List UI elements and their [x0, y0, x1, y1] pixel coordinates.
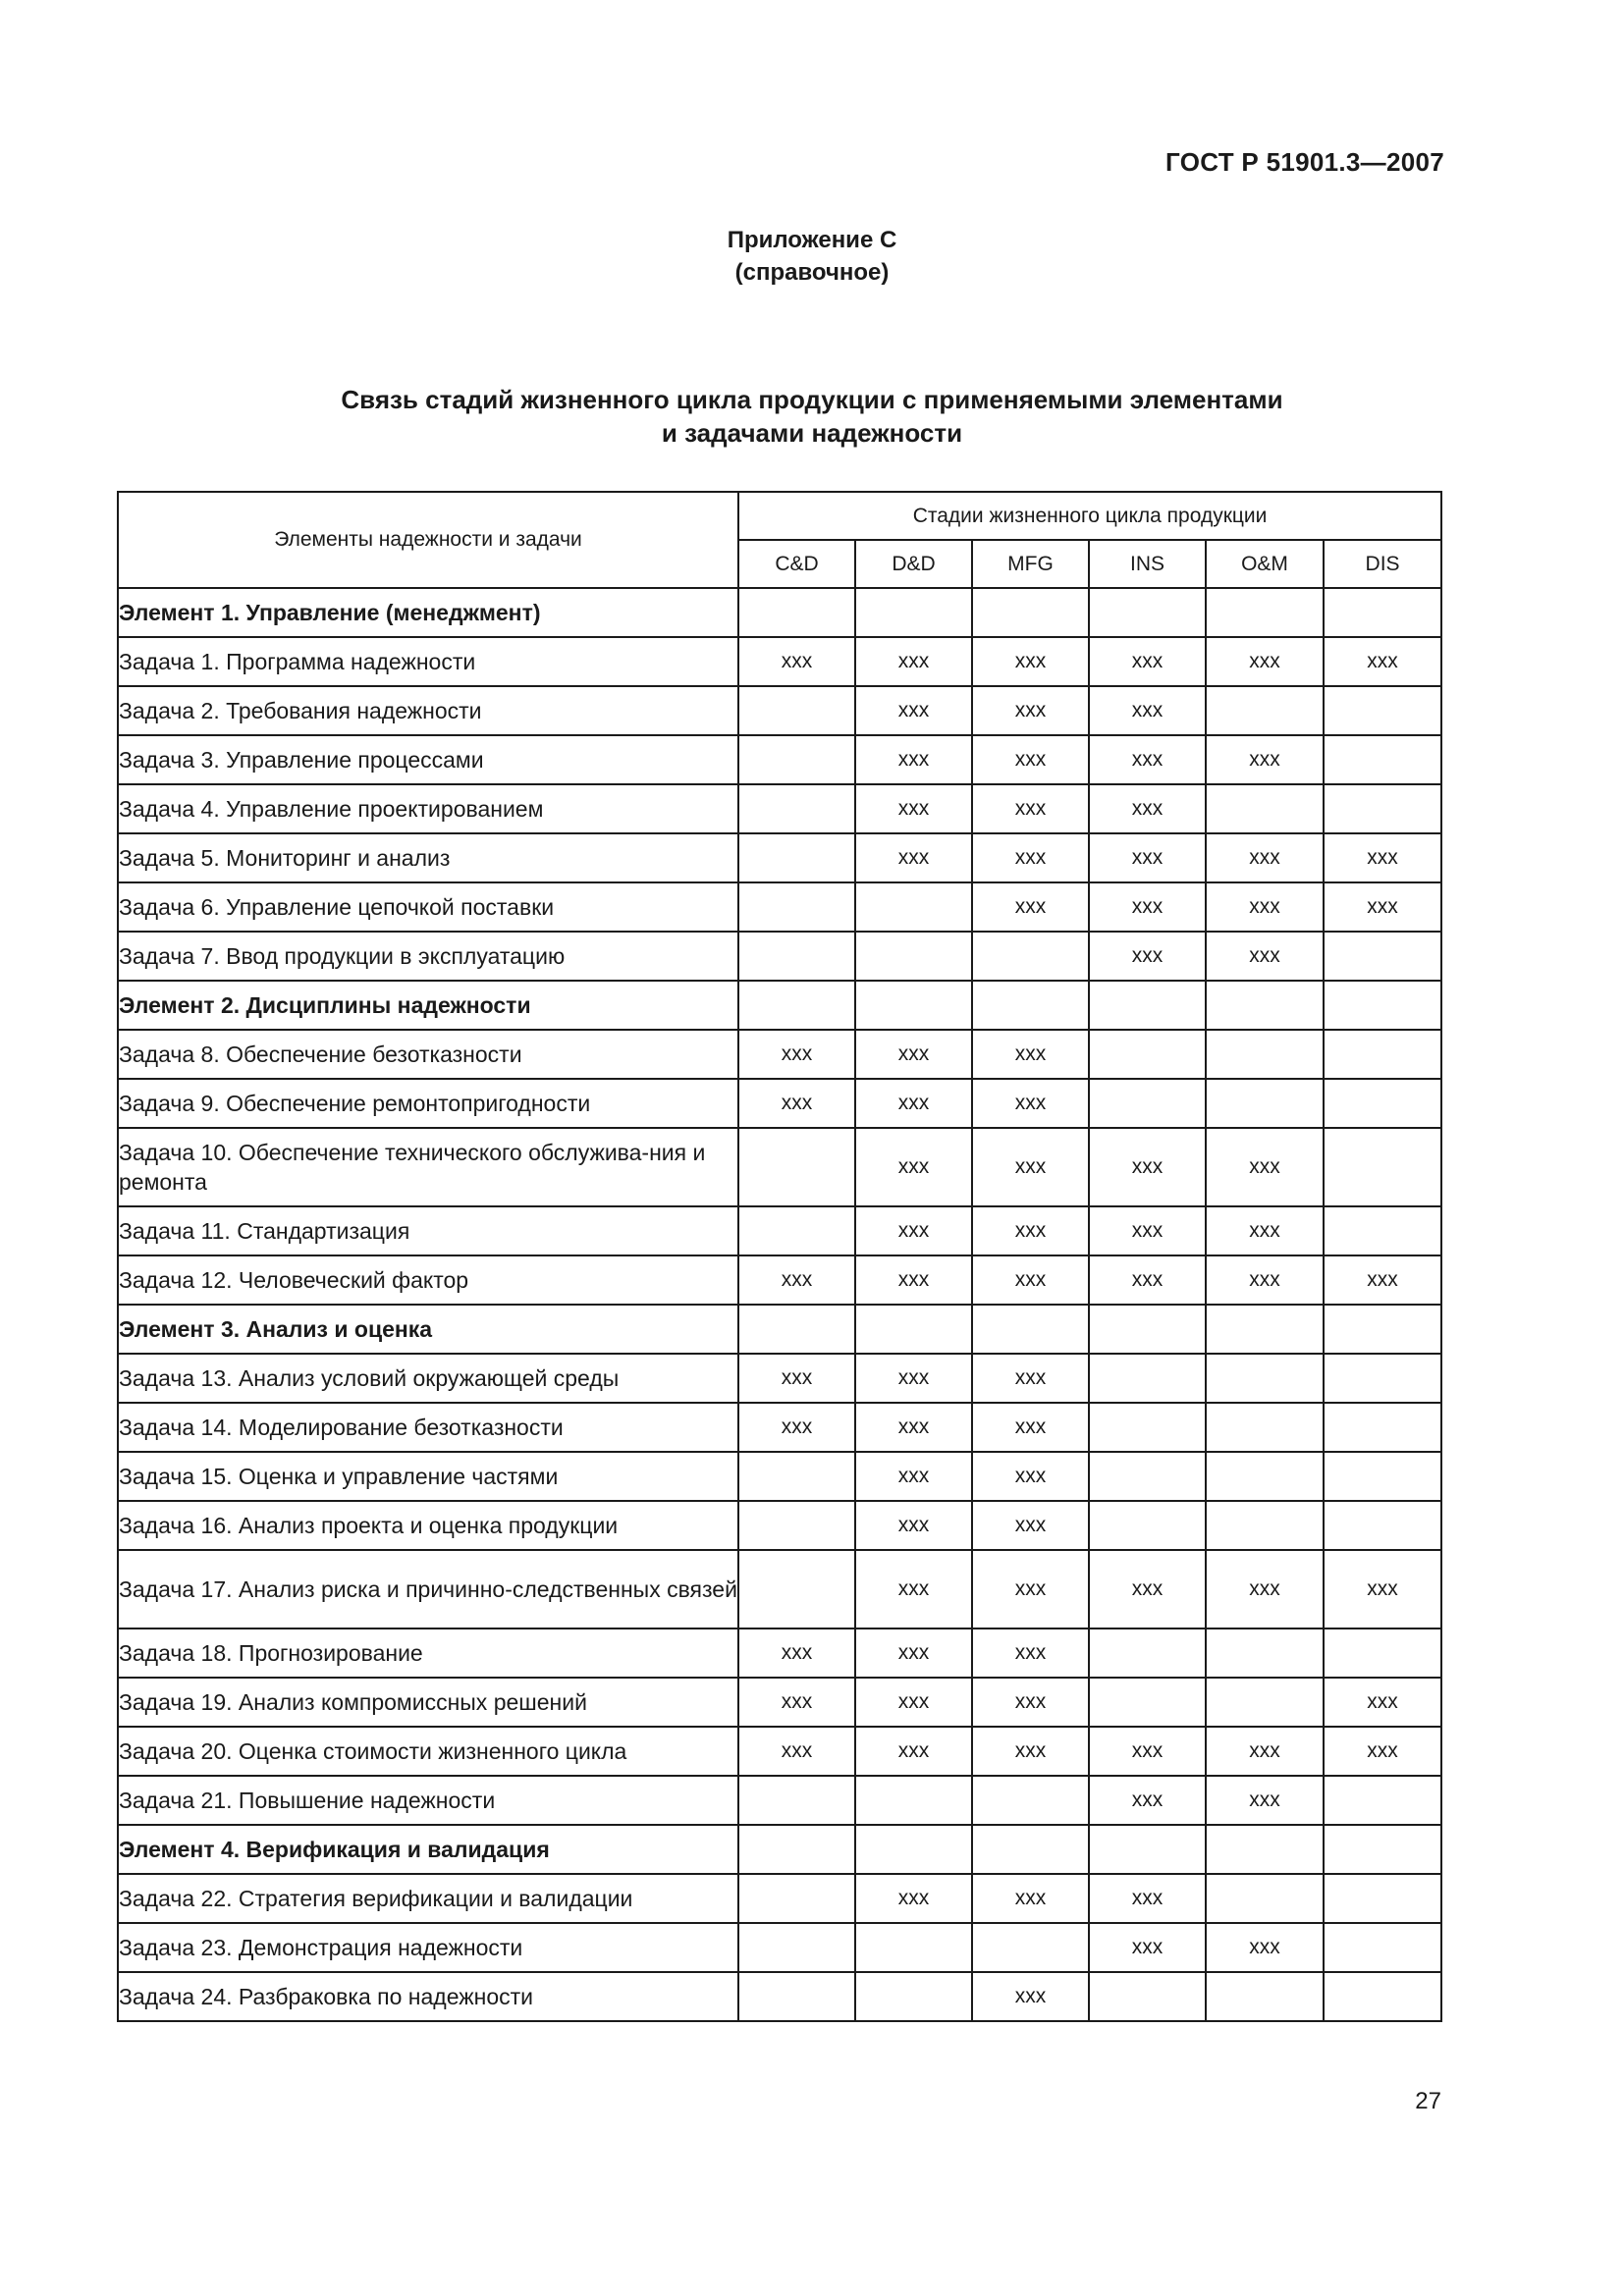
task-name: Задача 12. Человеческий фактор [118, 1255, 738, 1305]
stage-mark-cell: xxx [972, 1206, 1089, 1255]
stage-mark-cell [1206, 1629, 1324, 1678]
task-row [118, 1550, 1441, 1629]
stage-mark-cell: xxx [1206, 1776, 1324, 1825]
task-row [118, 1128, 1441, 1206]
stage-mark-cell: xxx [738, 1727, 855, 1776]
stage-mark-cell: xxx [972, 833, 1089, 882]
page-number: 27 [1415, 2088, 1441, 2114]
stage-mark-cell: xxx [1206, 1128, 1324, 1206]
task-row [118, 1403, 1441, 1452]
stage-mark-cell [738, 686, 855, 735]
stage-mark-cell: xxx [855, 1128, 972, 1206]
task-row [118, 1629, 1441, 1678]
task-name: Задача 18. Прогнозирование [118, 1629, 738, 1678]
stage-mark-cell: xxx [738, 1255, 855, 1305]
task-row [118, 1972, 1441, 2021]
stage-mark-cell: xxx [1324, 637, 1441, 686]
stage-mark-cell: xxx [855, 1550, 972, 1629]
stage-mark-cell: xxx [855, 1403, 972, 1452]
task-row [118, 1678, 1441, 1727]
stage-mark-cell [1089, 1354, 1206, 1403]
task-name: Задача 9. Обеспечение ремонтопригодности [118, 1079, 738, 1128]
task-row [118, 932, 1441, 981]
element-row [118, 981, 1441, 1030]
task-row [118, 1255, 1441, 1305]
task-row [118, 784, 1441, 833]
stage-mark-cell [1324, 932, 1441, 981]
stage-mark-cell: xxx [1089, 1776, 1206, 1825]
stage-mark-cell [1206, 1501, 1324, 1550]
stage-mark-cell [738, 588, 855, 637]
element-name: Элемент 2. Дисциплины надежности [118, 981, 738, 1030]
task-row [118, 1776, 1441, 1825]
stage-mark-cell: xxx [1206, 932, 1324, 981]
stage-mark-cell [1089, 1629, 1206, 1678]
task-name: Задача 4. Управление проектированием [118, 784, 738, 833]
stage-mark-cell: xxx [1206, 1727, 1324, 1776]
stage-mark-cell: xxx [972, 1678, 1089, 1727]
task-name: Задача 16. Анализ проекта и оценка продукции [118, 1501, 738, 1550]
stage-mark-cell [855, 1776, 972, 1825]
stage-mark-cell [1089, 1079, 1206, 1128]
stage-mark-cell [972, 1305, 1089, 1354]
stage-mark-cell: xxx [855, 735, 972, 784]
stage-mark-cell [972, 1776, 1089, 1825]
stage-mark-cell [1206, 1403, 1324, 1452]
stage-mark-cell: xxx [738, 637, 855, 686]
stage-mark-cell: xxx [972, 882, 1089, 932]
stage-mark-cell: xxx [1089, 1727, 1206, 1776]
stage-mark-cell: xxx [1206, 882, 1324, 932]
stage-mark-cell [1324, 1079, 1441, 1128]
stage-mark-cell: xxx [1089, 932, 1206, 981]
task-name: Задача 7. Ввод продукции в эксплуатацию [118, 932, 738, 981]
task-name: Задача 6. Управление цепочкой поставки [118, 882, 738, 932]
element-name: Элемент 3. Анализ и оценка [118, 1305, 738, 1354]
stage-mark-cell: xxx [1324, 1550, 1441, 1629]
stage-mark-cell: xxx [738, 1030, 855, 1079]
task-row [118, 882, 1441, 932]
stage-mark-cell [1324, 1874, 1441, 1923]
task-row [118, 1501, 1441, 1550]
stage-mark-cell: xxx [1206, 1550, 1324, 1629]
stage-mark-cell: xxx [855, 784, 972, 833]
stage-mark-cell [1324, 1972, 1441, 2021]
table-title-line-1: Связь стадий жизненного цикла продукции с применяемыми элементами [341, 385, 1283, 414]
stage-mark-cell: xxx [738, 1079, 855, 1128]
stage-header-6: DIS [1324, 540, 1441, 588]
stage-mark-cell [1206, 1030, 1324, 1079]
stage-mark-cell [738, 1874, 855, 1923]
annex-title: Приложение С [727, 227, 897, 253]
stage-mark-cell: xxx [855, 1678, 972, 1727]
stage-mark-cell: xxx [738, 1354, 855, 1403]
stage-mark-cell [1324, 1354, 1441, 1403]
task-name: Задача 24. Разбраковка по надежности [118, 1972, 738, 2021]
annex-type: (справочное) [734, 259, 890, 286]
task-row [118, 1354, 1441, 1403]
task-name: Задача 22. Стратегия верификации и валидации [118, 1874, 738, 1923]
stage-mark-cell [1324, 1128, 1441, 1206]
stage-mark-cell [1089, 1678, 1206, 1727]
stage-mark-cell: xxx [855, 833, 972, 882]
stage-mark-cell: xxx [1206, 1923, 1324, 1972]
task-name: Задача 5. Мониторинг и анализ [118, 833, 738, 882]
stage-mark-cell: xxx [1089, 1255, 1206, 1305]
element-row [118, 1305, 1441, 1354]
task-name: Задача 17. Анализ риска и причинно-следственных связей [118, 1550, 738, 1629]
stage-header-2: D&D [855, 540, 972, 588]
stage-mark-cell [855, 1305, 972, 1354]
stage-mark-cell: xxx [855, 1452, 972, 1501]
stage-mark-cell [1324, 1030, 1441, 1079]
stage-mark-cell [738, 1923, 855, 1972]
stage-mark-cell: xxx [1089, 1874, 1206, 1923]
stage-mark-cell [738, 784, 855, 833]
col-header-elements: Элементы надежности и задачи [118, 492, 738, 588]
stage-mark-cell: xxx [1089, 686, 1206, 735]
stage-mark-cell [1324, 1403, 1441, 1452]
stage-mark-cell [1324, 1923, 1441, 1972]
stage-mark-cell [1206, 1305, 1324, 1354]
stage-mark-cell: xxx [972, 1501, 1089, 1550]
stage-mark-cell: xxx [855, 1354, 972, 1403]
stage-mark-cell: xxx [1206, 1206, 1324, 1255]
stage-mark-cell [855, 1972, 972, 2021]
stage-mark-cell [738, 1972, 855, 2021]
stage-mark-cell: xxx [1206, 1255, 1324, 1305]
task-name: Задача 20. Оценка стоимости жизненного цикла [118, 1727, 738, 1776]
stage-mark-cell: xxx [855, 1727, 972, 1776]
stage-mark-cell: xxx [855, 1030, 972, 1079]
task-name: Задача 10. Обеспечение технического обслужива-ния и ремонта [118, 1128, 738, 1206]
stage-mark-cell [1089, 588, 1206, 637]
task-name: Задача 19. Анализ компромиссных решений [118, 1678, 738, 1727]
stage-mark-cell: xxx [1089, 1550, 1206, 1629]
task-row [118, 1079, 1441, 1128]
table-title-line-2: и задачами надежности [661, 418, 963, 448]
stage-mark-cell: xxx [1089, 735, 1206, 784]
task-name: Задача 2. Требования надежности [118, 686, 738, 735]
task-row [118, 1030, 1441, 1079]
element-name: Элемент 1. Управление (менеджмент) [118, 588, 738, 637]
stage-mark-cell: xxx [738, 1678, 855, 1727]
stage-mark-cell: xxx [738, 1403, 855, 1452]
stage-mark-cell [738, 1550, 855, 1629]
document-code: ГОСТ Р 51901.3—2007 [1165, 147, 1444, 177]
stage-mark-cell [738, 1452, 855, 1501]
stage-mark-cell: xxx [855, 637, 972, 686]
task-row [118, 833, 1441, 882]
element-row [118, 588, 1441, 637]
stage-mark-cell: xxx [972, 1452, 1089, 1501]
stage-mark-cell: xxx [1089, 1206, 1206, 1255]
stage-mark-cell [738, 1825, 855, 1874]
stage-mark-cell [1206, 1354, 1324, 1403]
stage-mark-cell [738, 1305, 855, 1354]
stage-mark-cell: xxx [1206, 833, 1324, 882]
col-header-stages: Стадии жизненного цикла продукции [738, 492, 1441, 540]
table-body [118, 588, 1441, 2021]
stage-mark-cell [1206, 1874, 1324, 1923]
stage-mark-cell: xxx [972, 1128, 1089, 1206]
table-title [0, 383, 1624, 450]
annex-heading [0, 224, 1624, 289]
task-name: Задача 11. Стандартизация [118, 1206, 738, 1255]
stage-mark-cell [1206, 588, 1324, 637]
task-name: Задача 13. Анализ условий окружающей среды [118, 1354, 738, 1403]
stage-mark-cell: xxx [972, 1079, 1089, 1128]
stage-mark-cell: xxx [1089, 784, 1206, 833]
stage-mark-cell [738, 932, 855, 981]
stage-mark-cell [1089, 1030, 1206, 1079]
stage-mark-cell: xxx [855, 1501, 972, 1550]
stage-mark-cell: xxx [1324, 1678, 1441, 1727]
stage-mark-cell [972, 932, 1089, 981]
stage-mark-cell: xxx [1206, 735, 1324, 784]
task-row [118, 1206, 1441, 1255]
task-name: Задача 15. Оценка и управление частями [118, 1452, 738, 1501]
stage-mark-cell [738, 1501, 855, 1550]
stage-header-4: INS [1089, 540, 1206, 588]
stage-mark-cell [738, 1206, 855, 1255]
stage-mark-cell [1089, 1403, 1206, 1452]
stage-mark-cell [1206, 1678, 1324, 1727]
stage-mark-cell: xxx [972, 1874, 1089, 1923]
stage-mark-cell [738, 833, 855, 882]
stage-mark-cell [1206, 784, 1324, 833]
task-row [118, 637, 1441, 686]
stage-mark-cell [972, 981, 1089, 1030]
stage-mark-cell [1324, 1206, 1441, 1255]
task-name: Задача 3. Управление процессами [118, 735, 738, 784]
stage-mark-cell: xxx [972, 1354, 1089, 1403]
stage-mark-cell [1089, 1501, 1206, 1550]
stage-mark-cell: xxx [1089, 882, 1206, 932]
stage-mark-cell: xxx [1206, 637, 1324, 686]
task-row [118, 1452, 1441, 1501]
stage-mark-cell [738, 1776, 855, 1825]
stage-mark-cell: xxx [1089, 833, 1206, 882]
stage-mark-cell: xxx [1324, 833, 1441, 882]
stage-mark-cell: xxx [972, 1972, 1089, 2021]
stage-mark-cell [1206, 1825, 1324, 1874]
stage-mark-cell [1089, 1305, 1206, 1354]
stage-mark-cell [1089, 1825, 1206, 1874]
stage-mark-cell [738, 981, 855, 1030]
element-row [118, 1825, 1441, 1874]
stage-mark-cell [1324, 588, 1441, 637]
stage-mark-cell [1324, 735, 1441, 784]
stage-mark-cell [1324, 1452, 1441, 1501]
stage-mark-cell: xxx [855, 1629, 972, 1678]
stage-mark-cell [1324, 1501, 1441, 1550]
stage-mark-cell [1206, 686, 1324, 735]
task-row [118, 735, 1441, 784]
stage-mark-cell [1089, 1452, 1206, 1501]
stage-mark-cell: xxx [972, 1629, 1089, 1678]
stage-mark-cell [1324, 981, 1441, 1030]
reliability-matrix-table [117, 491, 1442, 2022]
stage-mark-cell: xxx [972, 1255, 1089, 1305]
stage-mark-cell [855, 981, 972, 1030]
stage-mark-cell [1324, 784, 1441, 833]
stage-mark-cell [855, 588, 972, 637]
stage-mark-cell: xxx [972, 1030, 1089, 1079]
element-name: Элемент 4. Верификация и валидация [118, 1825, 738, 1874]
stage-mark-cell: xxx [1324, 882, 1441, 932]
task-name: Задача 8. Обеспечение безотказности [118, 1030, 738, 1079]
stage-mark-cell: xxx [972, 1727, 1089, 1776]
stage-mark-cell: xxx [972, 1403, 1089, 1452]
task-name: Задача 1. Программа надежности [118, 637, 738, 686]
task-row [118, 1727, 1441, 1776]
stage-mark-cell [738, 1128, 855, 1206]
task-row [118, 1923, 1441, 1972]
stage-mark-cell: xxx [1089, 637, 1206, 686]
stage-mark-cell [1324, 686, 1441, 735]
task-name: Задача 23. Демонстрация надежности [118, 1923, 738, 1972]
stage-mark-cell [1324, 1825, 1441, 1874]
stage-mark-cell [972, 1825, 1089, 1874]
stage-mark-cell [1324, 1629, 1441, 1678]
stage-header-3: MFG [972, 540, 1089, 588]
stage-mark-cell: xxx [855, 1079, 972, 1128]
task-name: Задача 21. Повышение надежности [118, 1776, 738, 1825]
stage-mark-cell [855, 1825, 972, 1874]
table-header [118, 492, 1441, 588]
stage-mark-cell: xxx [1089, 1128, 1206, 1206]
task-row [118, 686, 1441, 735]
stage-mark-cell: xxx [972, 1550, 1089, 1629]
stage-mark-cell: xxx [1324, 1255, 1441, 1305]
stage-mark-cell: xxx [972, 784, 1089, 833]
stage-header-1: C&D [738, 540, 855, 588]
stage-mark-cell: xxx [738, 1629, 855, 1678]
stage-mark-cell: xxx [1089, 1923, 1206, 1972]
stage-mark-cell [1206, 1972, 1324, 2021]
stage-mark-cell: xxx [855, 686, 972, 735]
stage-mark-cell: xxx [1324, 1727, 1441, 1776]
stage-mark-cell [855, 932, 972, 981]
stage-mark-cell: xxx [855, 1255, 972, 1305]
stage-mark-cell [855, 1923, 972, 1972]
stage-mark-cell [1206, 981, 1324, 1030]
stage-mark-cell: xxx [855, 1206, 972, 1255]
stage-mark-cell: xxx [972, 735, 1089, 784]
stage-mark-cell [738, 882, 855, 932]
stage-mark-cell [1089, 1972, 1206, 2021]
stage-mark-cell [972, 1923, 1089, 1972]
stage-mark-cell: xxx [855, 1874, 972, 1923]
stage-mark-cell: xxx [972, 637, 1089, 686]
stage-mark-cell [972, 588, 1089, 637]
stage-mark-cell [1089, 981, 1206, 1030]
stage-mark-cell [1206, 1452, 1324, 1501]
stage-header-5: O&M [1206, 540, 1324, 588]
stage-mark-cell [1324, 1305, 1441, 1354]
task-name: Задача 14. Моделирование безотказности [118, 1403, 738, 1452]
stage-mark-cell [1324, 1776, 1441, 1825]
stage-mark-cell [738, 735, 855, 784]
stage-mark-cell: xxx [972, 686, 1089, 735]
task-row [118, 1874, 1441, 1923]
stage-mark-cell [1206, 1079, 1324, 1128]
stage-mark-cell [855, 882, 972, 932]
